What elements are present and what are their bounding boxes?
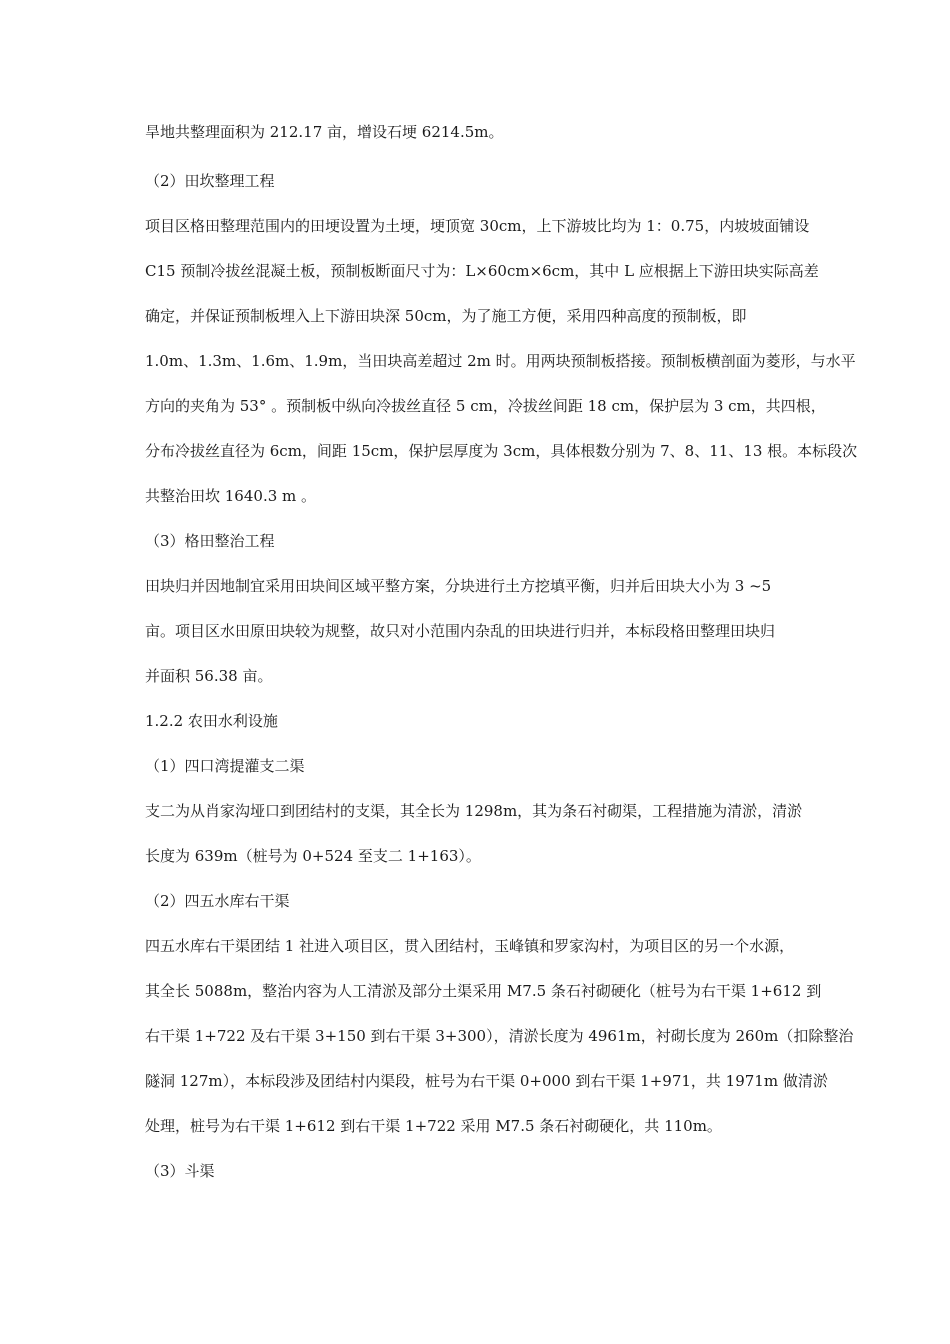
- text-line: 并面积 56.38 亩。: [145, 667, 273, 685]
- section-heading: （1）四口湾提灌支二渠: [145, 757, 305, 775]
- text-line: 1.0m、1.3m、1.6m、1.9m，当田块高差超过 2m 时。用两块预制板搭接。预制板横剖面为菱形，与水平: [145, 352, 856, 370]
- section-heading: （3）格田整治工程: [145, 532, 275, 550]
- text-line: 四五水库右干渠团结 1 社进入项目区，贯入团结村，玉峰镇和罗家沟村，为项目区的另一个水源，: [145, 937, 795, 955]
- section-heading: （2）田坎整理工程: [145, 172, 275, 190]
- text-line: 方向的夹角为 53° 。预制板中纵向冷拔丝直径 5 cm，冷拔丝间距 18 cm，保护层为 3 cm，共四根，: [145, 397, 826, 415]
- text-line: 右干渠 1+722 及右干渠 3+150 到右干渠 3+300），清淤长度为 4961m，衬砌长度为 260m（扣除整治: [145, 1027, 854, 1045]
- text-line: 旱地共整理面积为 212.17 亩，增设石埂 6214.5m。: [145, 123, 504, 141]
- text-line: 长度为 639m（桩号为 0+524 至支二 1+163）。: [145, 847, 481, 865]
- text-line: 分布冷拔丝直径为 6cm，间距 15cm，保护层厚度为 3cm，具体根数分别为 7、8、11、13 根。本标段次: [145, 442, 858, 460]
- text-line: 项目区格田整理范围内的田埂设置为土埂，埂顶宽 30cm，上下游坡比均为 1：0.75，内坡坡面铺设: [145, 217, 810, 235]
- section-heading: （3）斗渠: [145, 1162, 215, 1180]
- text-line: 田块归并因地制宜采用田块间区域平整方案，分块进行土方挖填平衡，归并后田块大小为 3 ~5: [145, 577, 772, 595]
- text-line: 处理，桩号为右干渠 1+612 到右干渠 1+722 采用 M7.5 条石衬砌硬化，共 110m。: [145, 1117, 722, 1135]
- text-line: 共整治田坎 1640.3 m 。: [145, 487, 317, 505]
- section-heading: 1.2.2 农田水利设施: [145, 712, 278, 730]
- text-line: 支二为从肖家沟垭口到团结村的支渠，其全长为 1298m，其为条石衬砌渠，工程措施为清淤，清淤: [145, 802, 803, 820]
- text-line: 其全长 5088m，整治内容为人工清淤及部分土渠采用 M7.5 条石衬砌硬化（桩号为右干渠 1+612 到: [145, 982, 822, 1000]
- text-line: 确定，并保证预制板埋入上下游田块深 50cm，为了施工方便，采用四种高度的预制板，即: [145, 307, 747, 325]
- text-line: 亩。项目区水田原田块较为规整，故只对小范围内杂乱的田块进行归并，本标段格田整理田块归: [145, 622, 776, 640]
- text-line: C15 预制冷拔丝混凝土板，预制板断面尺寸为：L×60cm×6cm，其中 L 应根据上下游田块实际高差: [145, 262, 819, 280]
- text-line: 隧洞 127m），本标段涉及团结村内渠段，桩号为右干渠 0+000 到右干渠 1+971，共 1971m 做清淤: [145, 1072, 828, 1090]
- section-heading: （2）四五水库右干渠: [145, 892, 290, 910]
